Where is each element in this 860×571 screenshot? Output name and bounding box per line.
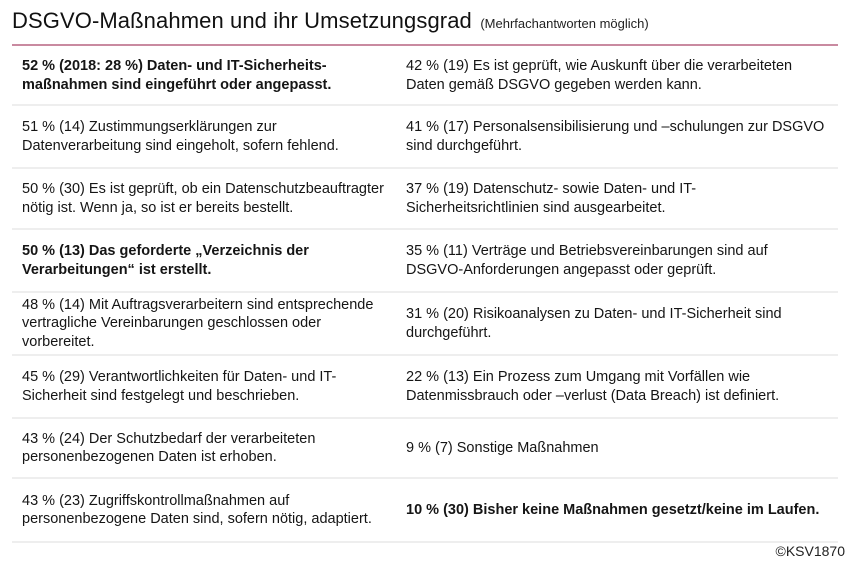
header [12, 8, 649, 34]
measure-right: 31 % (20) Risikoanalysen zu Daten- und IT-Sicherheit sind durchgeführt. [406, 306, 782, 341]
measure-right: 41 % (17) Personalsensibilisierung und –schulungen zur DSGVO sind durchgeführt. [406, 119, 825, 154]
measures-table [12, 47, 838, 543]
measure-right: 42 % (19) Es ist geprüft, wie Auskunft über die verarbeiteten Daten gemäß DSGVO gegeben werden kann. [406, 58, 793, 93]
measure-left: 43 % (23) Zugriffskontrollmaßnahmen auf personenbezogene Daten sind, sofern nötig, adaptiert. [22, 492, 372, 527]
measure-right: 35 % (11) Verträge und Betriebsvereinbarungen sind auf DSGVO-Anforderungen angepasst oder geprüft. [406, 243, 768, 278]
table-row [12, 47, 838, 106]
measure-left: 51 % (14) Zustimmungserklärungen zur Datenverarbeitung sind eingeholt, sofern fehlend. [22, 119, 339, 154]
table-row [12, 106, 838, 169]
title-divider [12, 44, 838, 46]
table-row [12, 293, 838, 356]
page-subtitle: (Mehrfachantworten möglich) [480, 16, 649, 31]
table-row [12, 230, 838, 293]
page-title: DSGVO-Maßnahmen und ihr Umsetzungsgrad [12, 8, 472, 33]
table-row [12, 419, 838, 479]
measure-right: 22 % (13) Ein Prozess zum Umgang mit Vorfällen wie Datenmissbrauch oder –verlust (Data Breach) ist definiert. [406, 369, 780, 404]
table-row [12, 169, 838, 230]
copyright: ©KSV1870 [775, 543, 845, 559]
measure-left: 48 % (14) Mit Auftragsverarbeitern sind entsprechende vertragliche Vereinbarungen geschlossen oder vorbereitet. [22, 296, 374, 350]
measure-left: 45 % (29) Verantwortlichkeiten für Daten- und IT-Sicherheit sind festgelegt und beschrieben. [22, 369, 337, 404]
measure-left: 50 % (13) Das geforderte „Verzeichnis der Verarbeitungen“ ist erstellt. [22, 243, 309, 278]
table-row [12, 356, 838, 419]
measure-right: 9 % (7) Sonstige Maßnahmen [406, 439, 599, 456]
measure-left: 50 % (30) Es ist geprüft, ob ein Datenschutzbeauftragter nötig ist. Wenn ja, so ist er bereits bestellt. [22, 181, 384, 216]
measure-left: 43 % (24) Der Schutzbedarf der verarbeiteten personenbezogenen Daten ist erhoben. [22, 430, 316, 465]
table-row [12, 479, 838, 543]
measure-right: 10 % (30) Bisher keine Maßnahmen gesetzt/keine im Laufen. [406, 501, 820, 518]
measure-right: 37 % (19) Datenschutz- sowie Daten- und IT-Sicherheitsrichtlinien sind ausgearbeitet. [406, 181, 697, 216]
measure-left: 52 % (2018: 28 %) Daten- und IT-Sicherheits-maßnahmen sind eingeführt oder angepasst. [22, 58, 332, 93]
